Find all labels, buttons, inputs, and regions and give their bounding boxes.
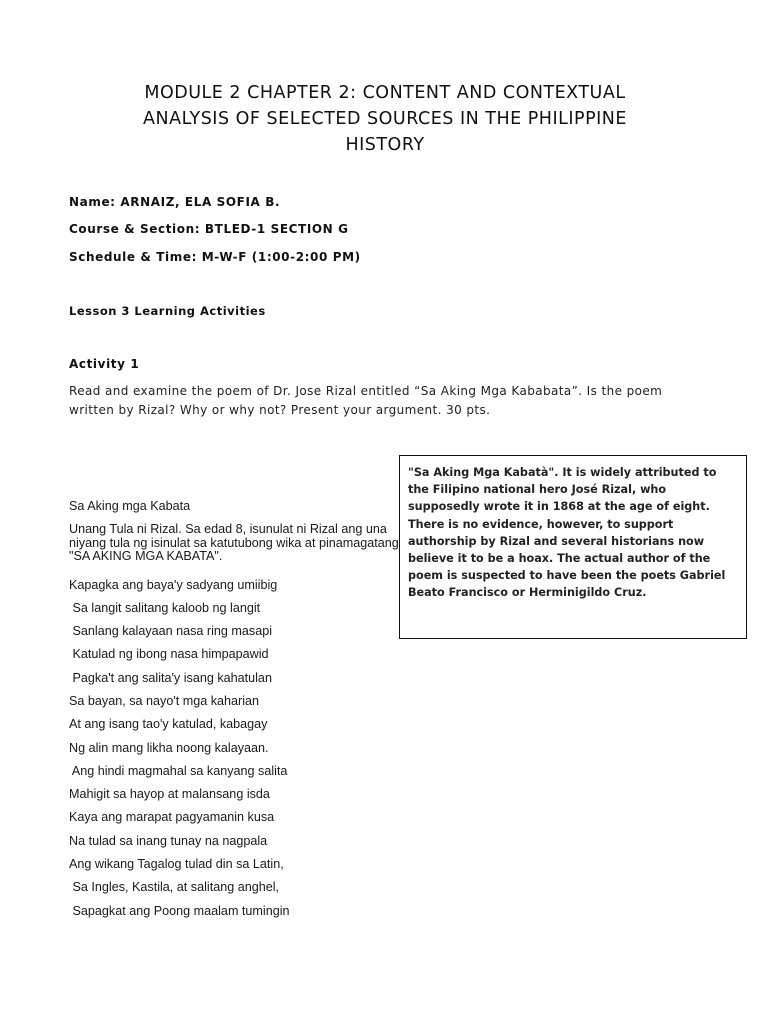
activity-heading: Activity 1	[69, 357, 140, 371]
poem-line: Sanlang kalayaan nasa ring masapi	[69, 624, 273, 639]
poem-line: Pagka't ang salita'y isang kahatulan	[69, 670, 272, 685]
student-name	[69, 195, 280, 209]
schedule-label: Schedule & Time:	[69, 250, 202, 264]
authorship-note-box: "Sa Aking Mga Kabatà". It is widely attributed to the Filipino national hero José Rizal, who supposedly wrote it in 1868 at the age of eight. There is no evidence, however, to support authorship by Rizal and several historians now believe it to be a hoax. The actual author of the poem is suspected to have been the poets Gabriel Beato Francisco or Herminigildo Cruz.	[399, 455, 747, 639]
poem-line: At ang isang tao'y katulad, kabagay	[69, 717, 268, 732]
poem-line: Ang wikang Tagalog tulad din sa Latin,	[69, 857, 284, 872]
poem-line: Katulad ng ibong nasa himpapawid	[69, 647, 269, 662]
title-line-2: ANALYSIS OF SELECTED SOURCES IN THE PHILIPPINE	[143, 109, 627, 129]
poem-intro: Unang Tula ni Rizal. Sa edad 8, isunulat ni Rizal ang una niyang tula ng isinulat sa katutubong wika at pinamagatang "SA AKING MGA KABATA".	[69, 522, 399, 563]
schedule-value: M-W-F (1:00-2:00 PM)	[201, 250, 361, 264]
title-line-3: HISTORY	[345, 135, 425, 155]
schedule-time	[69, 250, 361, 264]
lesson-heading: Lesson 3 Learning Activities	[69, 304, 266, 318]
name-value: ARNAIZ, ELA SOFIA B.	[120, 195, 281, 209]
title-line-1: MODULE 2 CHAPTER 2: CONTENT AND CONTEXTUAL	[144, 83, 626, 103]
poem-line: Sa langit salitang kaloob ng langit	[69, 600, 261, 615]
document-title	[60, 80, 710, 158]
activity-instructions: Read and examine the poem of Dr. Jose Rizal entitled “Sa Aking Mga Kababata”. Is the poem written by Rizal? Why or why not? Present your argument. 30 pts.	[69, 384, 663, 417]
course-section	[69, 222, 349, 236]
poem-line: Mahigit sa hayop at malansang isda	[69, 787, 270, 802]
poem-line: Sa bayan, sa nayo't mga kaharian	[69, 693, 260, 708]
poem-line: Sapagkat ang Poong maalam tumingin	[69, 903, 290, 918]
poem-line: Na tulad sa inang tunay na nagpala	[69, 833, 268, 848]
course-value: BTLED-1 SECTION G	[204, 222, 349, 236]
poem-line: Ang hindi magmahal sa kanyang salita	[69, 763, 288, 778]
poem-line: Kapagka ang baya'y sadyang umiibig	[69, 577, 278, 592]
course-label: Course & Section:	[69, 222, 205, 236]
poem-line: Sa Ingles, Kastila, at salitang anghel,	[69, 880, 280, 895]
poem-line: Kaya ang marapat pagyamanin kusa	[69, 810, 275, 825]
poem-line: Ng alin mang likha noong kalayaan.	[69, 740, 269, 755]
poem	[69, 497, 399, 925]
name-label: Name:	[69, 195, 121, 209]
poem-heading: Sa Aking mga Kabata	[69, 499, 191, 513]
